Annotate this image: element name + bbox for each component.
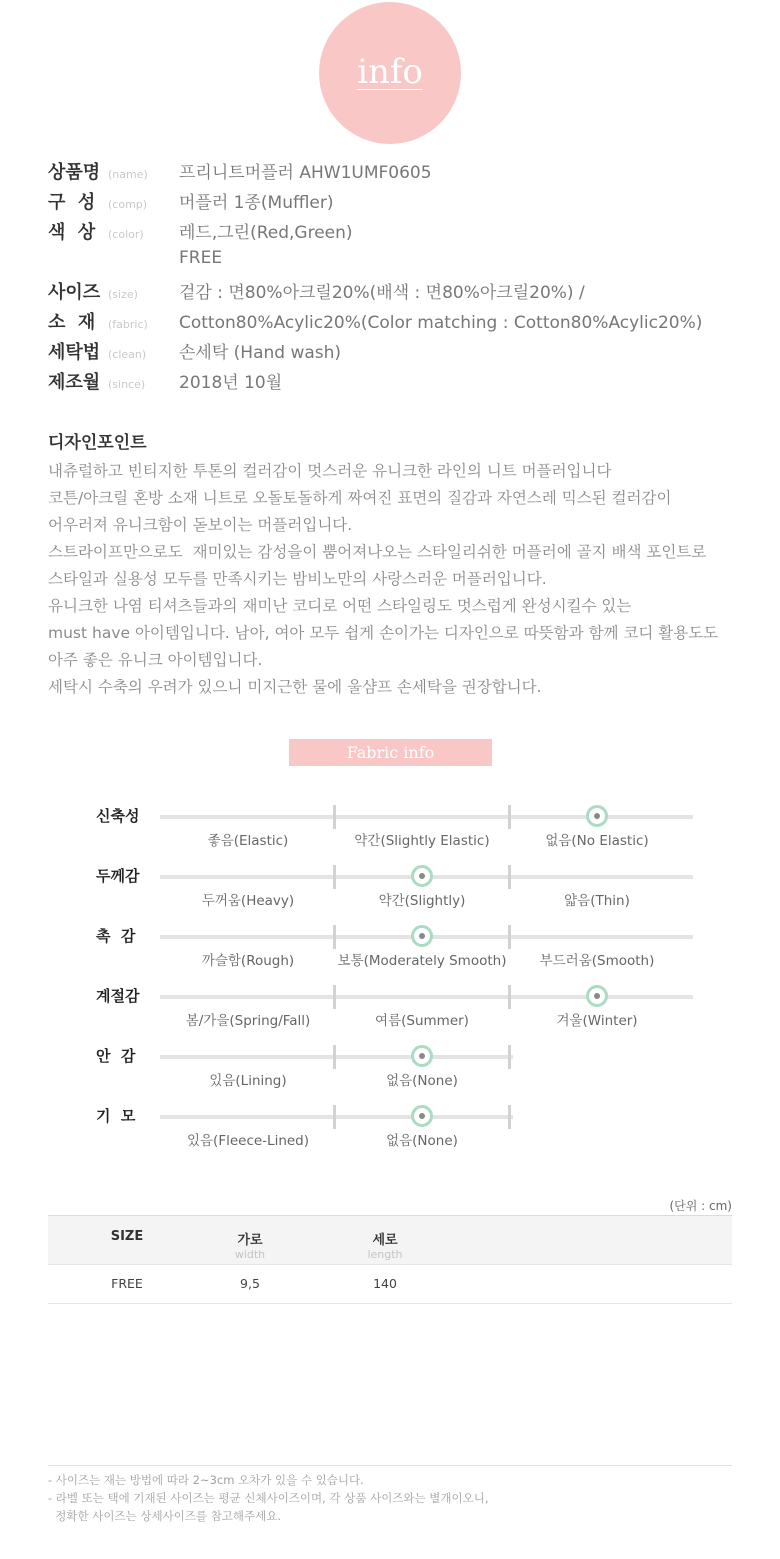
- spec-sublabel: (clean): [108, 348, 147, 361]
- footer-note: - 사이즈는 재는 방법에 따라 2~3cm 오차가 있을 수 있습니다.: [48, 1473, 364, 1487]
- spec-sublabel: (fabric): [108, 318, 148, 331]
- description-line: 세탁시 수축의 우려가 있으니 미지근한 물에 울샴프 손세탁을 권장합니다.: [48, 678, 542, 696]
- scale-track: [160, 815, 693, 819]
- scale-divider: [508, 1045, 511, 1069]
- scale-option-label: 약간(Slightly): [378, 893, 466, 909]
- cell-width: 9,5: [240, 1276, 260, 1291]
- footer-divider: [48, 1465, 732, 1466]
- scale-option-label: 없음(No Elastic): [545, 833, 649, 849]
- fabric-scale-label: 안 감: [96, 1047, 136, 1065]
- footer-note: - 라벨 또는 택에 기재된 사이즈는 평균 신체사이즈이며, 각 상품 사이즈와는 별개이오니,: [48, 1491, 489, 1505]
- scale-option-label: 두꺼움(Heavy): [201, 893, 295, 909]
- spec-label: 상품명: [48, 162, 101, 183]
- scale-divider: [508, 925, 511, 949]
- spec-value: FREE: [179, 248, 223, 268]
- scale-divider: [333, 805, 336, 829]
- design-point-title: 디자인포인트: [48, 433, 147, 453]
- spec-sublabel: (name): [108, 168, 148, 181]
- spec-value: 머플러 1종(Muffler): [179, 193, 334, 213]
- fabric-scale-label: 기 모: [96, 1107, 136, 1125]
- spec-row-comp: [48, 188, 748, 218]
- spec-sublabel: (color): [108, 228, 144, 241]
- scale-divider: [333, 985, 336, 1009]
- spec-row-size: [48, 278, 748, 308]
- selected-marker-icon: [411, 925, 433, 947]
- scale-divider: [333, 925, 336, 949]
- spec-value: 2018년 10월: [179, 373, 283, 393]
- scale-option-label: 없음(None): [386, 1073, 458, 1089]
- scale-divider: [333, 1045, 336, 1069]
- scale-option-label: 있음(Fleece-Lined): [186, 1133, 310, 1149]
- scale-track: [160, 1115, 513, 1119]
- size-table: [48, 1215, 732, 1304]
- selected-marker-icon: [411, 865, 433, 887]
- spec-label: 소 재: [48, 312, 96, 333]
- scale-option-label: 부드러움(Smooth): [539, 953, 655, 969]
- header-length: [325, 1229, 445, 1261]
- spec-row-color: [48, 218, 748, 248]
- spec-sublabel: (size): [108, 288, 138, 301]
- size-table-header: [48, 1215, 732, 1264]
- spec-row-since: [48, 368, 748, 398]
- spec-value: 레드,그린(Red,Green): [179, 223, 353, 243]
- cell-length: 140: [373, 1276, 397, 1291]
- spec-row-clean: [48, 338, 748, 368]
- scale-option-label: 없음(None): [386, 1133, 458, 1149]
- scale-option-label: 봄/가을(Spring/Fall): [185, 1013, 311, 1029]
- description-line: 어우러져 유니크함이 돋보이는 머플러입니다.: [48, 516, 353, 534]
- scale-option-label: 여름(Summer): [375, 1013, 469, 1029]
- spec-value: 겉감 : 면80%아크릴20%(배색 : 면80%아크릴20%) /: [179, 283, 585, 303]
- fabric-info-banner: Fabric info: [289, 739, 492, 766]
- spec-row-name: [48, 158, 748, 188]
- scale-divider: [508, 1105, 511, 1129]
- selected-marker-icon: [411, 1045, 433, 1067]
- product-spec-list: [48, 158, 748, 398]
- selected-marker-icon: [586, 805, 608, 827]
- spec-value: 손세탁 (Hand wash): [179, 343, 342, 363]
- info-circle-badge: [319, 2, 461, 144]
- size-unit-note: (단위 : cm): [669, 1199, 732, 1213]
- table-row: [48, 1264, 732, 1304]
- scale-option-label: 겨울(Winter): [556, 1013, 638, 1029]
- scale-option-label: 좋음(Elastic): [207, 833, 289, 849]
- selected-marker-icon: [411, 1105, 433, 1127]
- cell-size: FREE: [111, 1276, 143, 1291]
- fabric-scale-label: 신축성: [96, 807, 140, 825]
- scale-divider: [508, 805, 511, 829]
- header-size: [67, 1229, 187, 1244]
- scale-option-label: 보통(Moderately Smooth): [337, 953, 507, 969]
- description-line: 유니크한 나염 티셔츠들과의 재미난 코디로 어떤 스타일링도 멋스럽게 완성시킬수 있는: [48, 597, 632, 615]
- spec-label: 제조월: [48, 372, 101, 393]
- fabric-scale-label: 촉 감: [96, 927, 136, 945]
- description-line: 코튼/아크릴 혼방 소재 니트로 오돌토돌하게 짜여진 표면의 질감과 자연스레 믹스된 컬러감이: [48, 489, 672, 507]
- header-main-label: 가로: [237, 1233, 263, 1248]
- scale-divider: [333, 865, 336, 889]
- header-width: [190, 1229, 310, 1261]
- scale-option-label: 약간(Slightly Elastic): [354, 833, 490, 849]
- header-main-label: SIZE: [110, 1229, 144, 1244]
- header-sub-label: length: [367, 1248, 403, 1261]
- spec-value: Cotton80%Acylic20%(Color matching : Cotton80%Acylic20%): [179, 313, 703, 333]
- spec-sublabel: (since): [108, 378, 146, 391]
- spec-label: 색 상: [48, 222, 96, 243]
- spec-row-free: [48, 248, 748, 278]
- selected-marker-icon: [586, 985, 608, 1007]
- fabric-scale-row: [0, 1107, 780, 1175]
- scale-divider: [508, 865, 511, 889]
- spec-value: 프리니트머플러 AHW1UMF0605: [179, 163, 432, 183]
- spec-label: 세탁법: [48, 342, 101, 363]
- header-sub-label: width: [234, 1248, 266, 1261]
- description-line: 내츄럴하고 빈티지한 투톤의 컬러감이 멋스러운 유니크한 라인의 니트 머플러입니다: [48, 462, 612, 480]
- fabric-scale-label: 두께감: [96, 867, 140, 885]
- description-line: 스트라이프만으로도 재미있는 감성을이 뿜어져나오는 스타일리쉬한 머플러에 골지 배색 포인트로: [48, 543, 707, 561]
- scale-divider: [508, 985, 511, 1009]
- footer-note: 정확한 사이즈는 상세사이즈를 참고해주세요.: [48, 1509, 282, 1523]
- scale-track: [160, 1055, 513, 1059]
- spec-label: 사이즈: [48, 282, 101, 303]
- scale-option-label: 있음(Lining): [209, 1073, 287, 1089]
- header-main-label: 세로: [372, 1233, 398, 1248]
- fabric-scale-label: 계절감: [96, 987, 140, 1005]
- design-point-description: [48, 458, 748, 701]
- scale-track: [160, 995, 693, 999]
- spec-sublabel: (comp): [108, 198, 148, 211]
- description-line: 아주 좋은 유니크 아이템입니다.: [48, 651, 263, 669]
- description-line: must have 아이템입니다. 남아, 여아 모두 쉽게 손이가는 디자인으로 따뜻함과 함께 코디 활용도도: [48, 624, 719, 642]
- spec-row-fabric: [48, 308, 748, 338]
- description-line: 스타일과 실용성 모두를 만족시키는 밤비노만의 사랑스러운 머플러입니다.: [48, 570, 547, 588]
- scale-option-label: 얇음(Thin): [564, 893, 630, 909]
- info-label: info: [357, 52, 423, 92]
- footer-notes: [48, 1471, 738, 1525]
- scale-divider: [333, 1105, 336, 1129]
- spec-label: 구 성: [48, 192, 96, 213]
- scale-option-label: 까슬함(Rough): [201, 953, 295, 969]
